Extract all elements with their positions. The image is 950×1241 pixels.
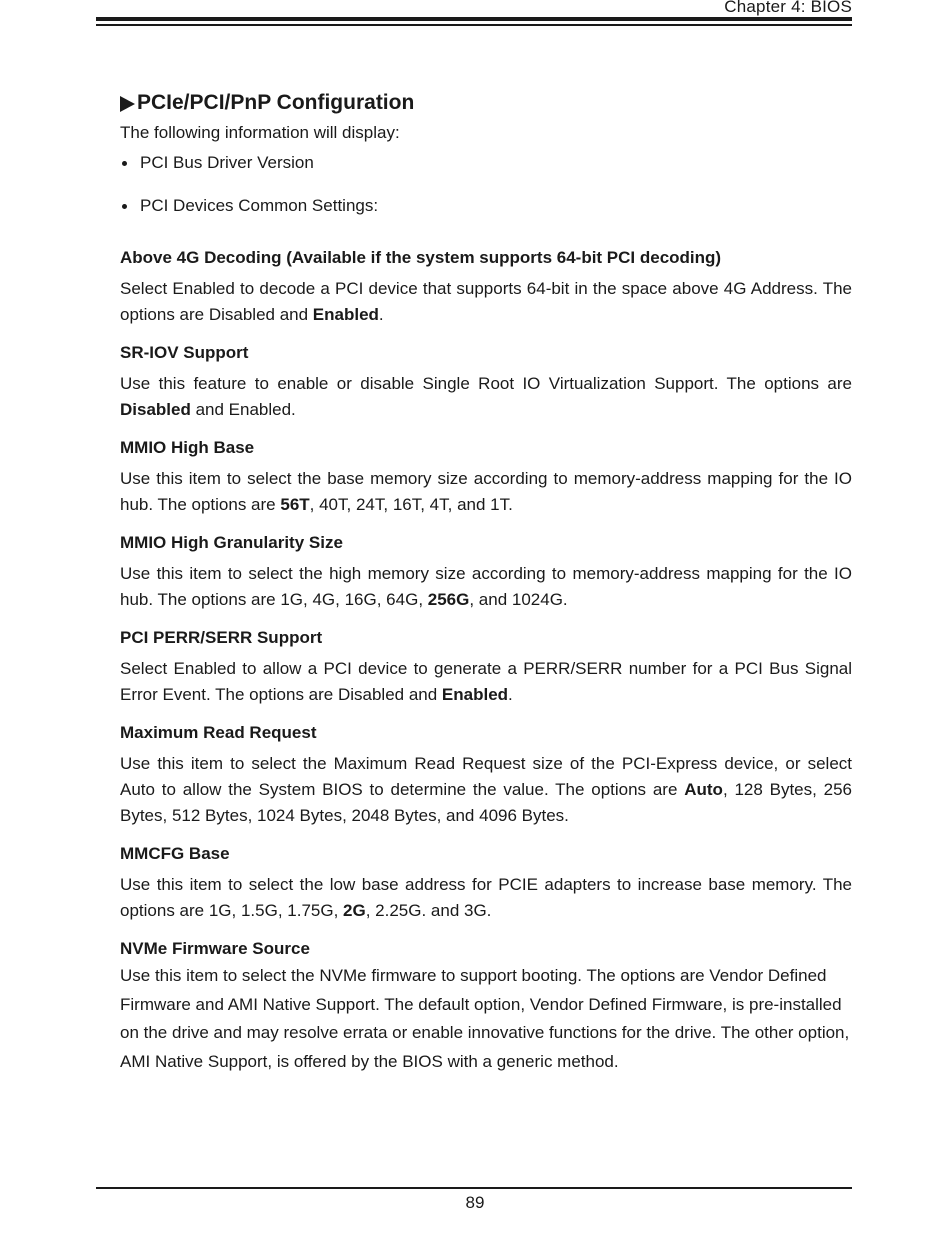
setting-description xyxy=(120,371,852,423)
description-text: Select Enabled to allow a PCI device to generate a PERR/SERR number for a PCI Bus Signal Error Event. The options are Disabled and xyxy=(120,659,852,704)
bullet-icon xyxy=(122,204,127,209)
list-item-text: PCI Bus Driver Version xyxy=(140,153,314,172)
list-item xyxy=(120,150,852,176)
section-title-text: PCIe/PCI/PnP Configuration xyxy=(137,91,415,114)
setting-heading: NVMe Firmware Source xyxy=(120,939,310,958)
list-item xyxy=(120,193,852,219)
setting-heading: MMIO High Base xyxy=(120,438,255,457)
setting-pci-perr-serr-support xyxy=(120,625,852,708)
description-text: . xyxy=(378,305,384,324)
setting-above-4g-decoding xyxy=(120,245,852,328)
page-content xyxy=(120,86,852,1076)
header-rule xyxy=(96,17,852,21)
setting-heading: SR-IOV Support xyxy=(120,343,249,362)
setting-description xyxy=(120,561,852,613)
default-option: 2G xyxy=(343,901,366,920)
list-item-text: PCI Devices Common Settings: xyxy=(140,196,379,215)
default-option: Enabled xyxy=(441,685,509,704)
footer-rule xyxy=(96,1187,852,1189)
setting-heading: Above 4G Decoding (Available if the system supports 64-bit PCI decoding) xyxy=(120,248,722,267)
section-title xyxy=(120,86,852,120)
description-text: Use this item to select the Maximum Read Request size of the PCI-Express device, or select Auto to allow the System BIOS to determine the value. The options are xyxy=(120,754,852,799)
description-text: . xyxy=(508,685,513,704)
setting-mmio-high-base xyxy=(120,435,852,518)
default-option: 256G xyxy=(427,590,470,609)
setting-description xyxy=(120,656,852,708)
description-text: Use this feature to enable or disable Single Root IO Virtualization Support. The options are xyxy=(120,374,852,393)
chapter-title: Chapter 4: BIOS xyxy=(724,0,852,16)
header-rule-thin xyxy=(96,24,852,26)
setting-description xyxy=(120,872,852,924)
setting-description xyxy=(120,276,852,328)
setting-mmcfg-base xyxy=(120,841,852,924)
setting-description xyxy=(120,751,852,829)
default-option: 56T xyxy=(280,495,310,514)
description-text: , 128 Bytes, 256 Bytes, 512 Bytes, 1024 Bytes, 2048 Bytes, and 4096 Bytes. xyxy=(120,780,852,825)
setting-description xyxy=(120,466,852,518)
page-number: 89 xyxy=(465,1193,485,1212)
description-text: and Enabled. xyxy=(190,400,296,419)
description-text: , 2.25G. and 3G. xyxy=(365,901,492,920)
description-text: , 40T, 24T, 16T, 4T, and 1T. xyxy=(309,495,513,514)
description-text: Use this item to select the low base address for PCIE adapters to increase base memory. The options are 1G, 1.5G, 1.75G, xyxy=(120,875,852,920)
description-text: Use this item to select the high memory size according to memory-address mapping for the IO hub. The options are 1G, 4G, 16G, 64G, xyxy=(120,564,852,609)
info-list xyxy=(120,150,852,219)
description-text: Select Enabled to decode a PCI device that supports 64-bit in the space above 4G Address. The options are Disabled and xyxy=(120,279,852,324)
default-option: Disabled xyxy=(120,400,191,419)
default-option: Enabled xyxy=(312,305,379,324)
intro-text: The following information will display: xyxy=(120,123,400,142)
default-option: Auto xyxy=(684,780,723,799)
setting-heading: MMIO High Granularity Size xyxy=(120,533,343,552)
setting-mmio-high-granularity-size xyxy=(120,530,852,613)
setting-description: Use this item to select the NVMe firmware to support booting. The options are Vendor Defined Firmware and AMI Native Support. The default option, Vendor Defined Firmware, is pre-installed on the drive and may resolve errata or enable innovative functions for the drive. The other option, AMI Native Support, is offered by the BIOS with a generic method. xyxy=(120,966,850,1071)
setting-heading: PCI PERR/SERR Support xyxy=(120,628,323,647)
description-text: Use this item to select the base memory size according to memory-address mapping for the IO hub. The options are xyxy=(120,469,852,514)
bullet-icon xyxy=(122,161,127,166)
setting-heading: Maximum Read Request xyxy=(120,723,317,742)
setting-heading: MMCFG Base xyxy=(120,844,230,863)
setting-maximum-read-request xyxy=(120,720,852,829)
triangle-right-icon xyxy=(120,96,135,112)
setting-nvme-firmware-source xyxy=(120,936,852,1076)
setting-sr-iov-support xyxy=(120,340,852,423)
description-text: , and 1024G. xyxy=(469,590,568,609)
